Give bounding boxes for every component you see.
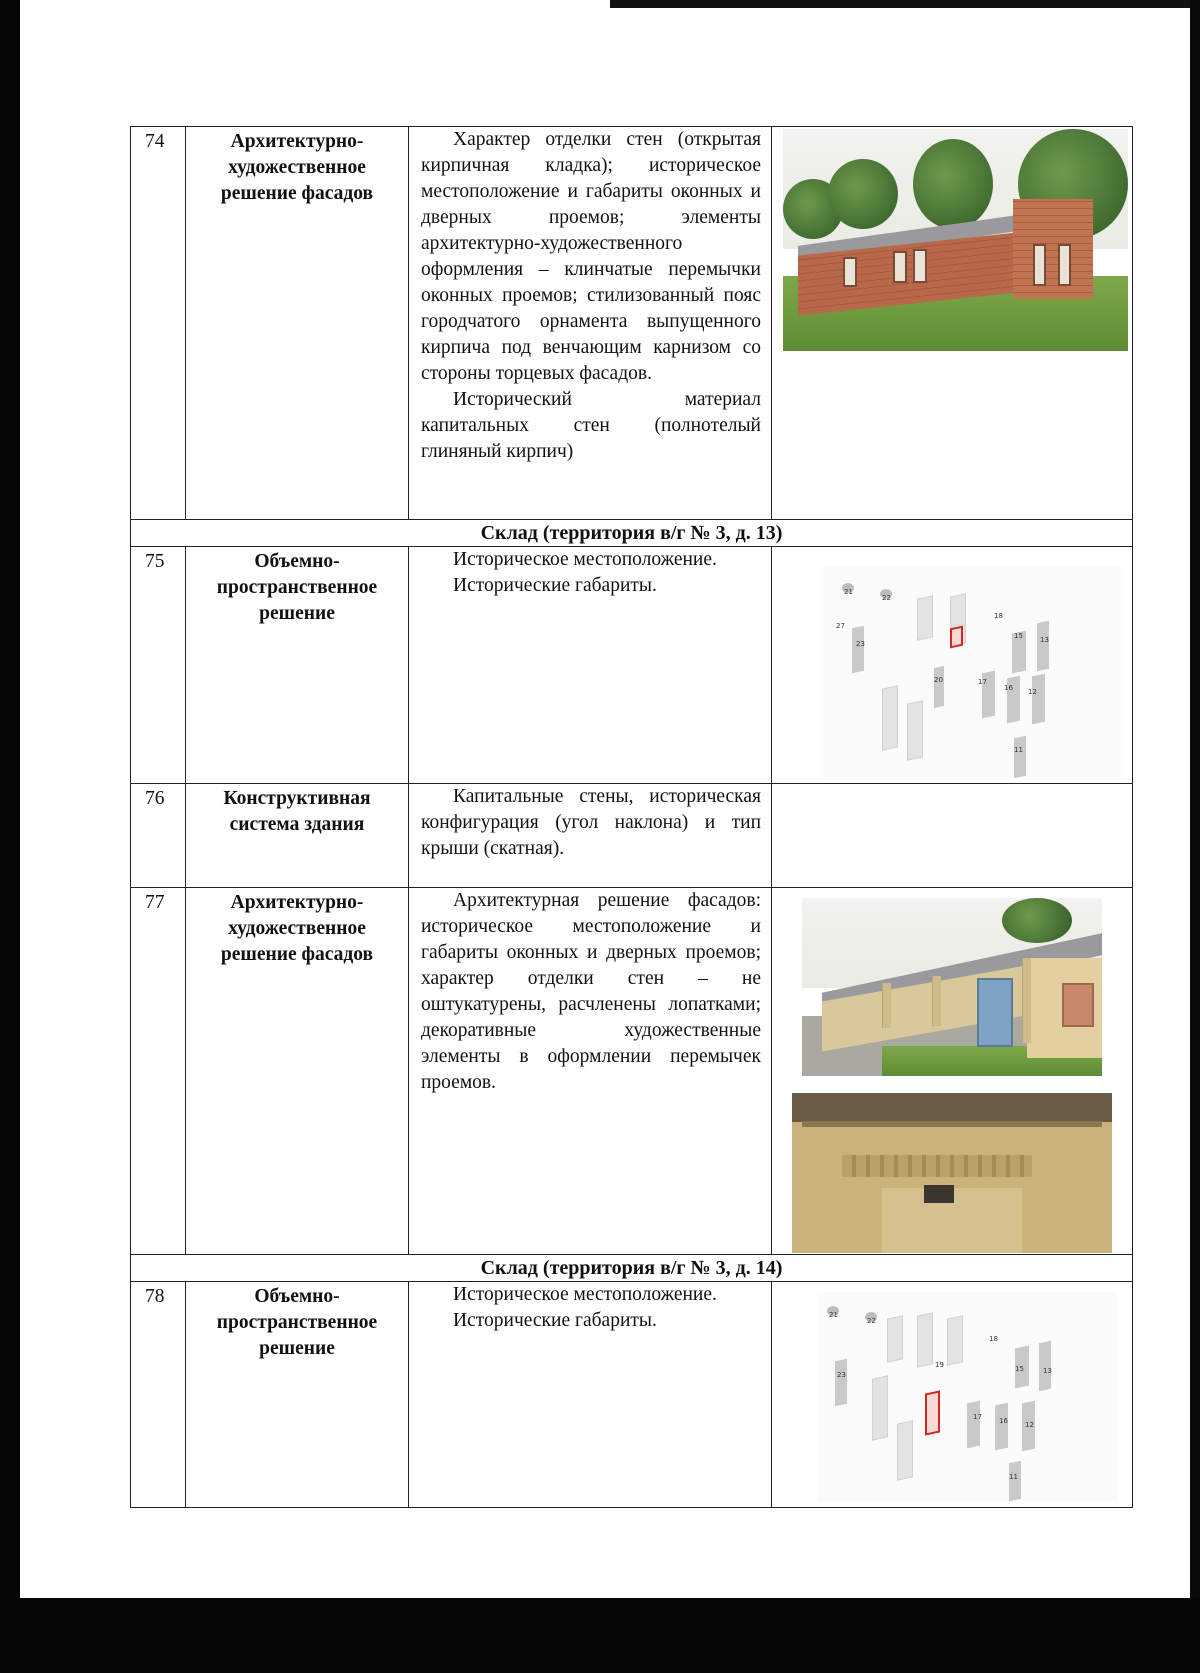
description-paragraph: Историческое местоположение. (453, 1284, 717, 1305)
element-description (409, 547, 772, 784)
photo-cell (772, 127, 1133, 520)
element-name: Объемно-пространственное решение (186, 547, 409, 784)
row-number: 78 (131, 1282, 186, 1508)
map-label: 18 (994, 612, 1003, 620)
section-row (131, 1255, 1133, 1282)
element-description (409, 127, 772, 520)
table-row (131, 784, 1133, 888)
row-number: 77 (131, 888, 186, 1255)
description-paragraph: Архитектурная решение фасадов: историческое местоположение и габариты оконных и дверных проемов; характер отделки стен – не оштукатурены, расчленены лопатками; декоративные художественные элементы в оформлении перемычек проемов. (421, 890, 761, 1093)
map-label: 17 (973, 1413, 982, 1421)
map-label: 15 (1015, 1365, 1024, 1373)
description-paragraph: Историческое местоположение. (453, 549, 717, 570)
map-label: 22 (882, 594, 891, 602)
map-label: 15 (1014, 632, 1023, 640)
description-paragraph: Исторические габариты. (453, 1310, 657, 1331)
map-label: 17 (978, 678, 987, 686)
map-label: 18 (989, 1335, 998, 1343)
section-title: Склад (территория в/г № 3, д. 13) (131, 520, 1133, 547)
element-description (409, 1282, 772, 1508)
plastered-warehouse-photo (802, 898, 1102, 1076)
row-number: 75 (131, 547, 186, 784)
element-name: Архитектурно-художественное решение фасадов (186, 127, 409, 520)
element-name: Конструктивная система здания (186, 784, 409, 888)
section-title: Склад (территория в/г № 3, д. 14) (131, 1255, 1133, 1282)
site-plan-map (817, 1292, 1117, 1502)
scan-edge-left (0, 0, 20, 1673)
map-label: 11 (1009, 1473, 1018, 1481)
map-label: 23 (856, 640, 865, 648)
description-paragraph: Исторический материал капитальных стен (полнотелый глиняный кирпич) (421, 389, 761, 462)
map-label: 13 (1043, 1367, 1052, 1375)
table-row (131, 888, 1133, 1255)
element-description (409, 784, 772, 888)
map-label: 23 (837, 1371, 846, 1379)
table-row (131, 547, 1133, 784)
site-map-cell (772, 1282, 1133, 1508)
photo-cell (772, 888, 1133, 1255)
row-number: 74 (131, 127, 186, 520)
map-label: 13 (1040, 636, 1049, 644)
map-label: 12 (1025, 1421, 1034, 1429)
map-label: 16 (999, 1417, 1008, 1425)
row-number: 76 (131, 784, 186, 888)
map-label: 12 (1028, 688, 1037, 696)
table-row (131, 127, 1133, 520)
heritage-table (130, 126, 1133, 1508)
map-label: 21 (829, 1311, 838, 1319)
element-description (409, 888, 772, 1255)
table-row (131, 1282, 1133, 1508)
element-name: Объемно-пространственное решение (186, 1282, 409, 1508)
element-name: Архитектурно-художественное решение фасадов (186, 888, 409, 1255)
description-paragraph: Исторические габариты. (453, 575, 657, 596)
description-paragraph: Характер отделки стен (открытая кирпичная кладка); историческое местоположение и габариты оконных и дверных проемов; элементы архитектурно-художественного оформления – клинчатые перемычки оконных проемов; стилизованный пояс городчатого орнамента выпущенного кирпича под венчающим карнизом со стороны торцевых фасадов. (421, 129, 761, 384)
map-label: 21 (844, 588, 853, 596)
map-label: 22 (867, 1317, 876, 1325)
site-map-cell (772, 547, 1133, 784)
description-paragraph: Капитальные стены, историческая конфигурация (угол наклона) и тип крыши (скатная). (421, 786, 761, 859)
highlighted-building (925, 1390, 940, 1435)
lintel-detail-photo (792, 1093, 1112, 1253)
brick-warehouse-photo (783, 129, 1128, 351)
map-label: 16 (1004, 684, 1013, 692)
highlighted-building (950, 626, 963, 649)
map-label: 20 (934, 676, 943, 684)
empty-cell (772, 784, 1133, 888)
map-label: 19 (935, 1361, 944, 1369)
scan-edge-top (610, 0, 1200, 8)
scan-edge-bottom (0, 1598, 1200, 1673)
section-row (131, 520, 1133, 547)
site-plan-map (822, 567, 1122, 777)
map-label: 11 (1014, 746, 1023, 754)
map-label: 27 (836, 622, 845, 630)
scan-edge-right (1190, 0, 1200, 1600)
